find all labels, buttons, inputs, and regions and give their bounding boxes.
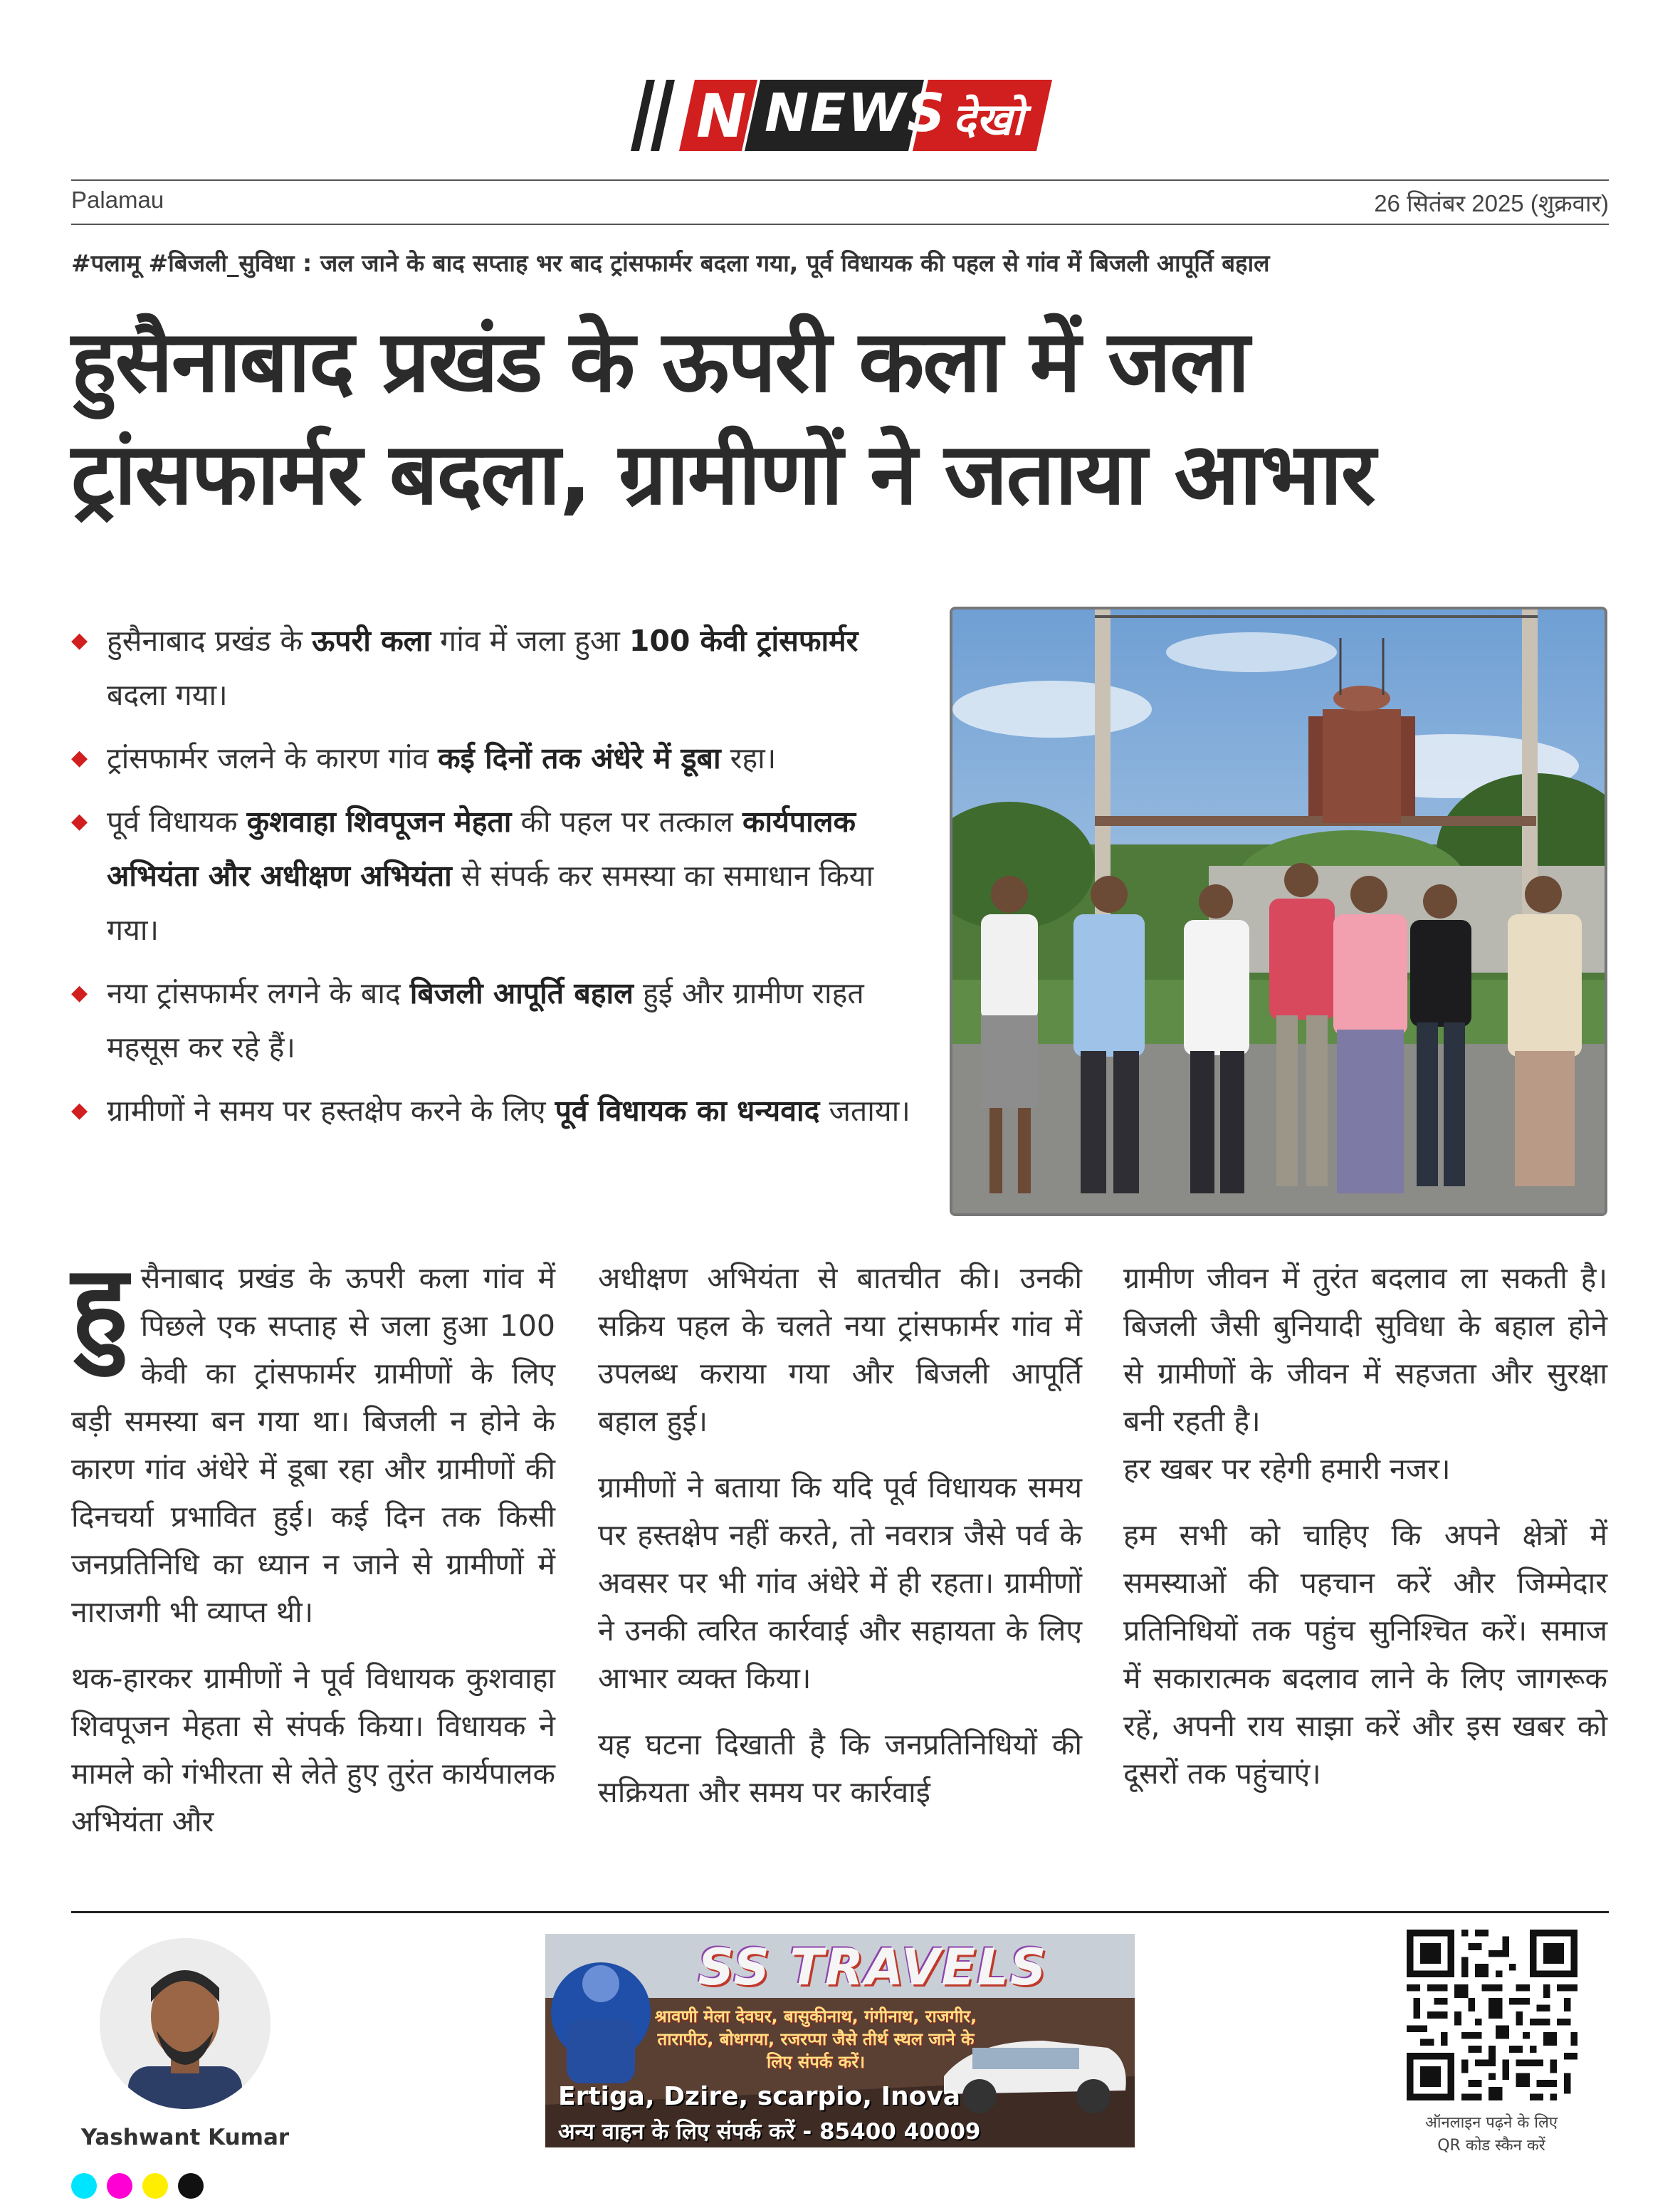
article-headline xyxy=(71,306,1609,531)
highlight-item: ◆ ग्रामीणों ने समय पर हस्तक्षेप करने के लिए पूर्व विधायक का धन्यवाद जताया। xyxy=(71,1084,925,1138)
logo-letter: N xyxy=(696,81,747,151)
highlight-item: ◆ पूर्व विधायक कुशवाहा शिवपूजन मेहता की पहल पर तत्काल कार्यपालक अभियंता और अधीक्षण अभियंता से संपर्क कर समस्या का समाधान किया गया। xyxy=(71,795,925,957)
highlight-item: ◆ हुसैनाबाद प्रखंड के ऊपरी कला गांव में जला हुआ 100 केवी ट्रांसफार्मर बदला गया। xyxy=(71,614,925,722)
article-photo[interactable] xyxy=(950,607,1607,1216)
location-label: Palamau xyxy=(71,187,164,213)
article-kicker: #पलामू #बिजली_सुविधा : जल जाने के बाद सप्ताह भर बाद ट्रांसफार्मर बदला गया, पूर्व विधायक की पहल से गांव में बिजली आपूर्ति बहाल xyxy=(71,249,1270,277)
paragraph: थक-हारकर ग्रामीणों ने पूर्व विधायक कुशवाहा शिवपूजन मेहता से संपर्क किया। विधायक ने मामले को गंभीरता से लेते हुए तुरंत कार्यपालक अभियंता और xyxy=(71,1661,555,1838)
headline-line-1: हुसैनाबाद प्रखंड के ऊपरी कला में जला xyxy=(71,313,1249,412)
paragraph: यह घटना दिखाती है कि जनप्रतिनिधियों की सक्रियता और समय पर कार्रवाई xyxy=(598,1727,1082,1809)
article-column-1 xyxy=(71,1243,555,1864)
travel-advertisement[interactable] xyxy=(545,1934,1135,2147)
ad-car-models: Ertiga, Dzire, scarpio, Inova xyxy=(558,2082,961,2111)
yellow-dot xyxy=(142,2173,168,2199)
site-logo[interactable] xyxy=(618,80,1065,152)
highlights-list xyxy=(71,614,925,1147)
black-dot xyxy=(178,2173,204,2199)
date-label: 26 सितंबर 2025 (शुक्रवार) xyxy=(1374,190,1609,216)
magenta-dot xyxy=(107,2173,132,2199)
qr-code-icon xyxy=(1407,1930,1577,2100)
author-name: Yashwant Kumar xyxy=(80,2125,290,2150)
drop-cap: हु xyxy=(71,1243,128,1367)
cmyk-color-marks xyxy=(71,2173,204,2199)
highlight-item: ◆ नया ट्रांसफार्मर लगने के बाद बिजली आपूर्ति बहाल हुई और ग्रामीण राहत महसूस कर रहे हैं। xyxy=(71,966,925,1074)
tagline: हर खबर पर रहेगी हमारी नजर। xyxy=(1123,1452,1451,1486)
ad-title: SS TRAVELS xyxy=(698,1938,1048,1997)
paragraph: ग्रामीण जीवन में तुरंत बदलाव ला सकती है। बिजली जैसी बुनियादी सुविधा के बहाल होने से ग्रामीणों के जीवन में सहजता और सुरक्षा बनी रहती है। हर खबर पर रहेगी हमारी नजर। xyxy=(1123,1261,1607,1486)
qr-code[interactable] xyxy=(1407,1930,1577,2100)
logo-news-word: NEWS xyxy=(765,83,947,144)
paragraph: हुसैनाबाद प्रखंड के ऊपरी कला गांव में पिछले एक सप्ताह से जला हुआ 100 केवी का ट्रांसफार्मर ग्रामीणों के लिए बड़ी समस्या बन गया था। बिजली न होने के कारण गांव अंधेरे में डूबा रहा और ग्रामीणों की दिनचर्या प्रभावित हुई। कई दिन तक किसी जनप्रतिनिधि का ध्यान न जाने से ग्रामीणों में नाराजगी भी व्याप्त थी। xyxy=(71,1243,555,1629)
qr-caption: ऑनलाइन पढ़ने के लिए QR कोड स्कैन करें xyxy=(1424,2114,1558,2155)
highlight-item: ◆ ट्रांसफार्मर जलने के कारण गांव कई दिनों तक अंधेरे में डूबा रहा। xyxy=(71,731,925,785)
author-avatar xyxy=(100,1938,271,2109)
cyan-dot xyxy=(71,2173,97,2199)
paragraph: ग्रामीणों ने बताया कि यदि पूर्व विधायक समय पर हस्तक्षेप नहीं करते, तो नवरात्र जैसे पर्व के अवसर पर भी गांव अंधेरे में ही रहता। ग्रामीणों ने उनकी त्वरित कार्रवाई और सहायता के लिए आभार व्यक्त किया। xyxy=(598,1470,1082,1695)
footer-rule xyxy=(71,1911,1609,1913)
ad-contact: अन्य वाहन के लिए संपर्क करें - 85400 40009 xyxy=(558,2119,981,2145)
article-column-3 xyxy=(1123,1255,1607,1816)
villagers-transformer-photo xyxy=(952,609,1605,1213)
masthead-top-rule xyxy=(71,179,1609,181)
masthead-bottom-rule xyxy=(71,224,1609,225)
logo-dekho-word: देखो xyxy=(952,93,1024,145)
paragraph: हम सभी को चाहिए कि अपने क्षेत्रों में समस्याओं की पहचान करें और जिम्मेदार प्रतिनिधियों तक पहुंच सुनिश्चित करें। समाज में सकारात्मक बदलाव लाने के लिए जागरूक रहें, अपनी राय साझा करें और इस खबर को दूसरों तक पहुंचाएं। xyxy=(1123,1518,1607,1791)
headline-line-2: ट्रांसफार्मर बदला, ग्रामीणों ने जताया आभार xyxy=(71,425,1375,524)
ad-description: श्रावणी मेला देवघर, बासुकीनाथ, गंगीनाथ, राजगीर, तारापीठ, बोधगया, रजरप्पा जैसे तीर्थ स्थल जाने के लिए संपर्क करें। xyxy=(654,2006,977,2072)
paragraph: अधीक्षण अभियंता से बातचीत की। उनकी सक्रिय पहल के चलते नया ट्रांसफार्मर गांव में उपलब्ध कराया गया और बिजली आपूर्ति बहाल हुई। xyxy=(598,1261,1082,1438)
article-column-2 xyxy=(598,1255,1082,1835)
